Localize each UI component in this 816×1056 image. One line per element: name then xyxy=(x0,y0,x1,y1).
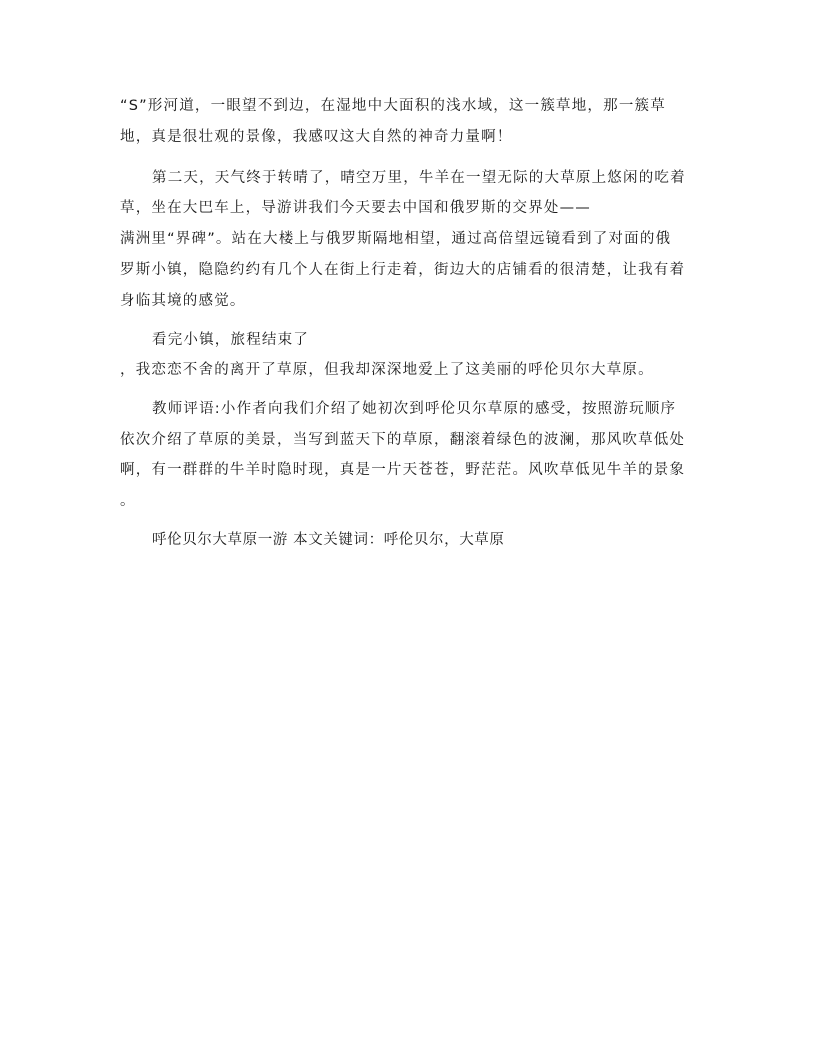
text-line: 看完小镇，旅程结束了 xyxy=(152,332,309,348)
text-line: 罗斯小镇，隐隐约约有几个人在街上行走着，街边大的店铺看的很清楚，让我有着 xyxy=(120,262,686,278)
text-line: 。 xyxy=(120,493,136,509)
text-line: ，我恋恋不舍的离开了草原，但我却深深地爱上了这美丽的呼伦贝尔大草原。 xyxy=(120,362,654,378)
text-line: 地，真是很壮观的景像，我感叹这大自然的神奇力量啊！ xyxy=(120,129,513,145)
text-line: 教师评语:小作者向我们介绍了她初次到呼伦贝尔草原的感受，按照游玩顺序 xyxy=(152,401,677,417)
text-line: 呼伦贝尔大草原一游 本文关键词：呼伦贝尔，大草原 xyxy=(152,532,505,548)
text-line: 草，坐在大巴车上，导游讲我们今天要去中国和俄罗斯的交界处—— xyxy=(120,200,591,216)
text-line: 依次介绍了草原的美景，当写到蓝天下的草原，翻滚着绿色的波澜，那风吹草低处 xyxy=(120,432,686,448)
text-line: “S”形河道，一眼望不到边，在湿地中大面积的浅水域，这一簇草地，那一簇草 xyxy=(120,98,666,114)
text-line: 啊，有一群群的牛羊时隐时现，真是一片天苍苍，野茫茫。风吹草低见牛羊的景象 xyxy=(120,462,686,478)
text-line: 第二天，天气终于转晴了，晴空万里，牛羊在一望无际的大草原上悠闲的吃着 xyxy=(152,170,686,186)
text-line: 满洲里“界碑”。站在大楼上与俄罗斯隔地相望，通过高倍望远镜看到了对面的俄 xyxy=(120,231,672,247)
text-line: 身临其境的感觉。 xyxy=(120,293,246,309)
